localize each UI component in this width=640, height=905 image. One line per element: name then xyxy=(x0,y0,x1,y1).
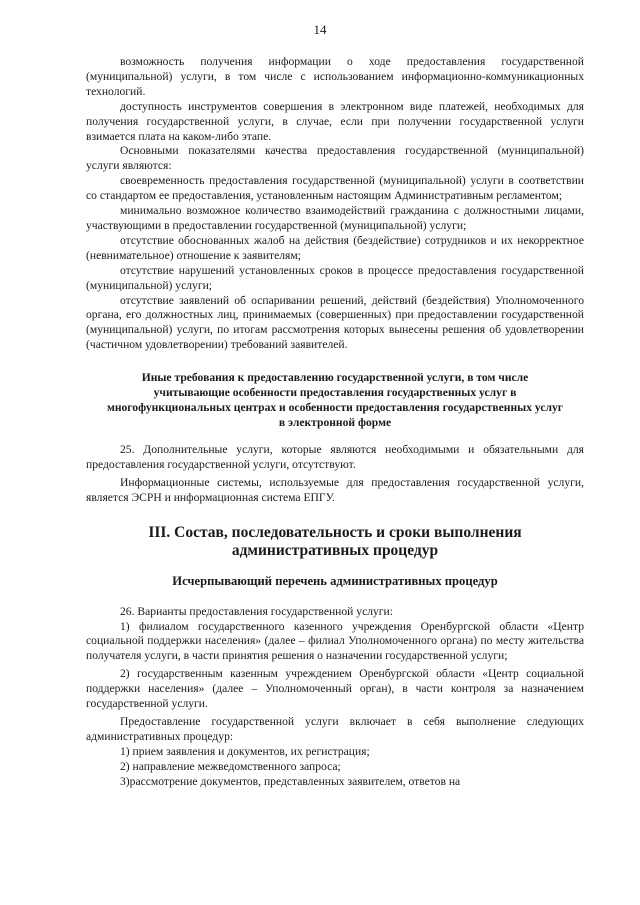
list-item: 1) прием заявления и документов, их регистрация; xyxy=(120,744,370,758)
paragraph: отсутствие заявлений об оспаривании решений, действий (бездействия) Уполномоченного органа, его должностных лиц, принимаемых (совершенных) при предоставлении государственной (муниципальной) услуги, по итогам рассмотрения которых вынесены решения об удовлетворении (частичном удовлетворении) требований заявителей. xyxy=(86,293,584,352)
paragraph: Информационные системы, используемые для предоставления государственной услуги, является ЭСРН и информационная система ЕПГУ. xyxy=(86,475,584,504)
paragraph: своевременность предоставления государственной (муниципальной) услуги в соответствии со стандартом ее предоставления, установленным настоящим Административным регламентом; xyxy=(86,174,584,203)
paragraph: Основными показателями качества предоставления государственной (муниципальной) услуги являются: xyxy=(86,144,584,173)
list-item: 1) филиалом государственного казенного учреждения Оренбургской области «Центр социальной поддержки населения» (далее – филиал Уполномоченного органа) по месту жительства получателя услуги, в части принятия решения о назначении государственной услуги; xyxy=(86,619,584,663)
document-body xyxy=(86,55,584,790)
paragraph: возможность получения информации о ходе предоставления государственной (муниципальной) услуги, в том числе с использованием информационно-коммуникационных технологий. xyxy=(86,55,584,98)
list-item: 2) направление межведомственного запроса; xyxy=(120,759,341,773)
list-item: 2) государственным казенным учреждением Оренбургской области «Центр социальной поддержки населения» (далее – Уполномоченный орган), в части контроля за назначением государственной услуги. xyxy=(86,667,584,711)
section-heading-other-requirements: Иные требования к предоставлению государственной услуги, в том числе учитывающие особенности предоставления государственных услуг в многофункциональных центрах и особенности предоставления государственных услуг в электронной форме xyxy=(106,371,564,430)
paragraph: 26. Варианты предоставления государственной услуги: xyxy=(120,604,393,618)
list-item: 3)рассмотрение документов, представленных заявителем, ответов на xyxy=(120,774,461,788)
paragraph: Предоставление государственной услуги включает в себя выполнение следующих административных процедур: xyxy=(86,715,584,743)
paragraph: доступность инструментов совершения в электронном виде платежей, необходимых для получения государственной услуги, в случае, если при получении государственной услуги взимается плата на каком-либо этапе. xyxy=(86,99,584,143)
section-heading-iii: III. Состав, последовательность и сроки выполнения административных процедур xyxy=(148,523,522,559)
paragraph: отсутствие нарушений установленных сроков в процессе предоставления государственной (муниципальной) услуги; xyxy=(86,263,584,292)
paragraph: минимально возможное количество взаимодействий гражданина с должностными лицами, участвующими в предоставлении государственной (муниципальной) услуги; xyxy=(86,204,584,232)
paragraph: 25. Дополнительные услуги, которые являются необходимыми и обязательными для предоставления государственной услуги, отсутствуют. xyxy=(86,443,584,472)
page-number: 14 xyxy=(313,22,327,37)
paragraph: отсутствие обоснованных жалоб на действия (бездействие) сотрудников и их некорректное (невнимательное) отношение к заявителям; xyxy=(86,233,584,262)
subsection-heading-procedures-list: Исчерпывающий перечень административных процедур xyxy=(172,573,498,588)
